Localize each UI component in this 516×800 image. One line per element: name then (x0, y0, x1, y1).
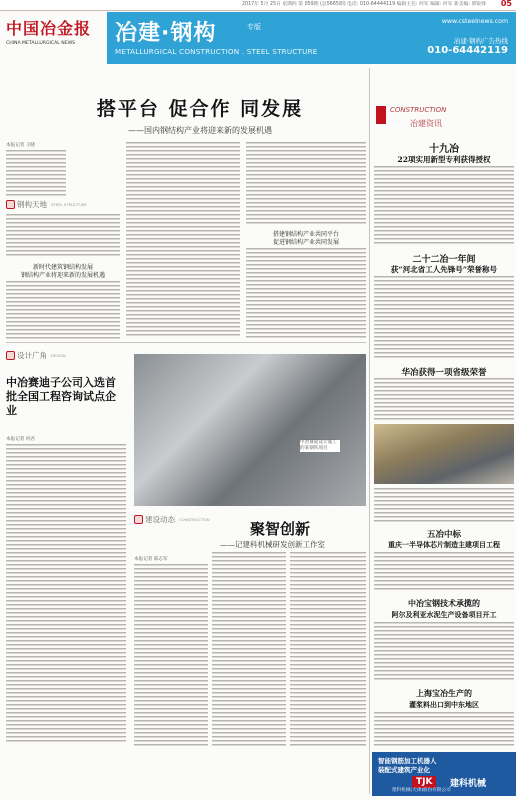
date-line (0, 0, 516, 11)
news-6-title[interactable]: 上海宝冶生产的 (416, 688, 472, 698)
news-6-subtitle: 灌浆料出口到中东地区 (409, 700, 479, 709)
lead-mid-subtitle-2: 促进钢结构产业共同发展 (272, 239, 339, 246)
news-6-text (374, 712, 514, 748)
lead-subtitle-1: 新时代建筑钢结构发展 (32, 264, 93, 271)
masthead (0, 0, 516, 68)
section-title-en: METALLURGICAL CONSTRUCTION . STEEL STRUCTURE (115, 47, 318, 56)
design-icon (6, 351, 15, 360)
news-2-text (374, 276, 514, 360)
column-label-steel (6, 199, 87, 210)
lead-text-col2 (126, 142, 240, 338)
design-byline: 本报记者 何君 (6, 437, 36, 442)
news-2-subtitle: 获“河北省工人先锋号”荣誉称号 (390, 265, 498, 274)
sidebar-label-en: CONSTRUCTION (390, 106, 447, 114)
lead-headline[interactable]: 搭平台 促合作 同发展 (96, 98, 304, 120)
news-3-text (374, 378, 514, 422)
news-5-text (374, 622, 514, 682)
logo-en: CHINA METALLURGICAL NEWS (6, 41, 76, 46)
sidebar-tab-icon (376, 106, 386, 124)
construction-subhead: ——记建科机械研发创新工作室 (220, 540, 325, 549)
column-divider (369, 68, 370, 794)
column-label-cn: 钢构天地 (17, 200, 47, 209)
column-label-en: STEEL STRUCTURE (51, 202, 87, 207)
design-label-cn: 设计广角 (17, 351, 47, 360)
lead-text-col3b (246, 248, 366, 338)
ad-hotline-number: 010-64442119 (427, 45, 508, 56)
design-headline[interactable]: 中冶赛迪子公司入选首批全国工程咨询试点企业 (6, 376, 116, 417)
logo-cn: 中国冶金报 (6, 19, 92, 38)
ad-brand-cn: 建科机械 (450, 779, 487, 789)
column-label-construction (134, 514, 210, 525)
news-4-text (374, 552, 514, 592)
ad-line-1: 智能钢筋加工机器人 (378, 757, 437, 765)
ad-brand-logo: TJK (412, 776, 436, 788)
lead-subtitle-2: 钢结构产业将迎来新的发展机遇 (20, 272, 105, 279)
ad-line-2: 装配式建筑产业化 (378, 766, 430, 774)
news-photo (374, 424, 514, 484)
lead-text-col1c (6, 281, 120, 339)
column-label-design (6, 350, 66, 361)
lead-text-col1a (6, 150, 66, 196)
news-4-title[interactable]: 五冶中标 (426, 530, 461, 540)
news-5-title[interactable]: 中冶宝钢技术承揽的 (408, 598, 480, 608)
lead-headline-block (50, 94, 350, 136)
lead-subhead: ——国内钢结构产业将迎来新的发展机遇 (128, 126, 272, 135)
section-title: 冶建·钢构 (115, 21, 217, 46)
news-1-subtitle: 22项实用新型专利获得授权 (397, 155, 491, 164)
section-divider-1 (6, 342, 366, 343)
news-1-text (374, 166, 514, 246)
design-label-en: DESIGN (51, 353, 66, 358)
design-photo-caption: 中冶赛迪设计施工的某钢铁项目 (300, 440, 340, 452)
lead-byline: 本报记者 王晓 (6, 143, 36, 148)
sidebar-label-cn: 冶建资讯 (410, 119, 442, 128)
ad-company: 建科机械(天津)股份有限公司 (392, 788, 451, 793)
website-url[interactable]: www.csteelnews.com (441, 18, 508, 25)
construction-byline: 本报记者 陈志军 (134, 557, 168, 562)
advertisement[interactable] (372, 752, 516, 796)
construction-label-cn: 建设动态 (145, 515, 175, 524)
date-info: 2017年 5月 25日 星期四 第 059期 (总5665期) 电话: 010-64444119 编辑主任: 何军 编辑: 何军 新美编: 郭锐锋 (242, 2, 486, 7)
news-4-subtitle: 重庆一半导体芯片制造主建项目工程 (388, 540, 500, 549)
construction-label-en: CONSTRUCTION (179, 517, 210, 522)
news-5-subtitle: 阿尔及利亚水泥生产设备项目开工 (391, 610, 497, 619)
section-tag: 专版 (247, 23, 261, 31)
steel-plant-photo (134, 354, 366, 506)
ad-hotline-label: 冶建·钢构广告热线 (453, 37, 508, 45)
news-1-title[interactable]: 十九冶 (429, 144, 459, 155)
construction-text-col2 (212, 552, 286, 748)
construction-icon (134, 515, 143, 524)
section-banner (107, 12, 516, 64)
newspaper-logo[interactable] (6, 16, 106, 62)
sidebar-label (372, 100, 516, 134)
steel-structure-icon (6, 200, 15, 209)
lead-text-col1b (6, 214, 120, 258)
lead-text-col3a (246, 142, 366, 226)
news-3-text-b (374, 488, 514, 524)
news-2-title[interactable]: 二十二冶一年间 (412, 255, 476, 265)
construction-text-col3 (290, 552, 366, 748)
news-3-title[interactable]: 华冶获得一项省级荣誉 (401, 368, 487, 378)
lead-mid-subtitle-1: 搭建钢结构产业共同平台 (272, 231, 339, 238)
construction-text-col1 (134, 564, 208, 748)
construction-headline[interactable]: 聚智创新 (249, 520, 310, 538)
page-number: 05 (500, 0, 512, 8)
design-text-col1 (6, 444, 126, 744)
